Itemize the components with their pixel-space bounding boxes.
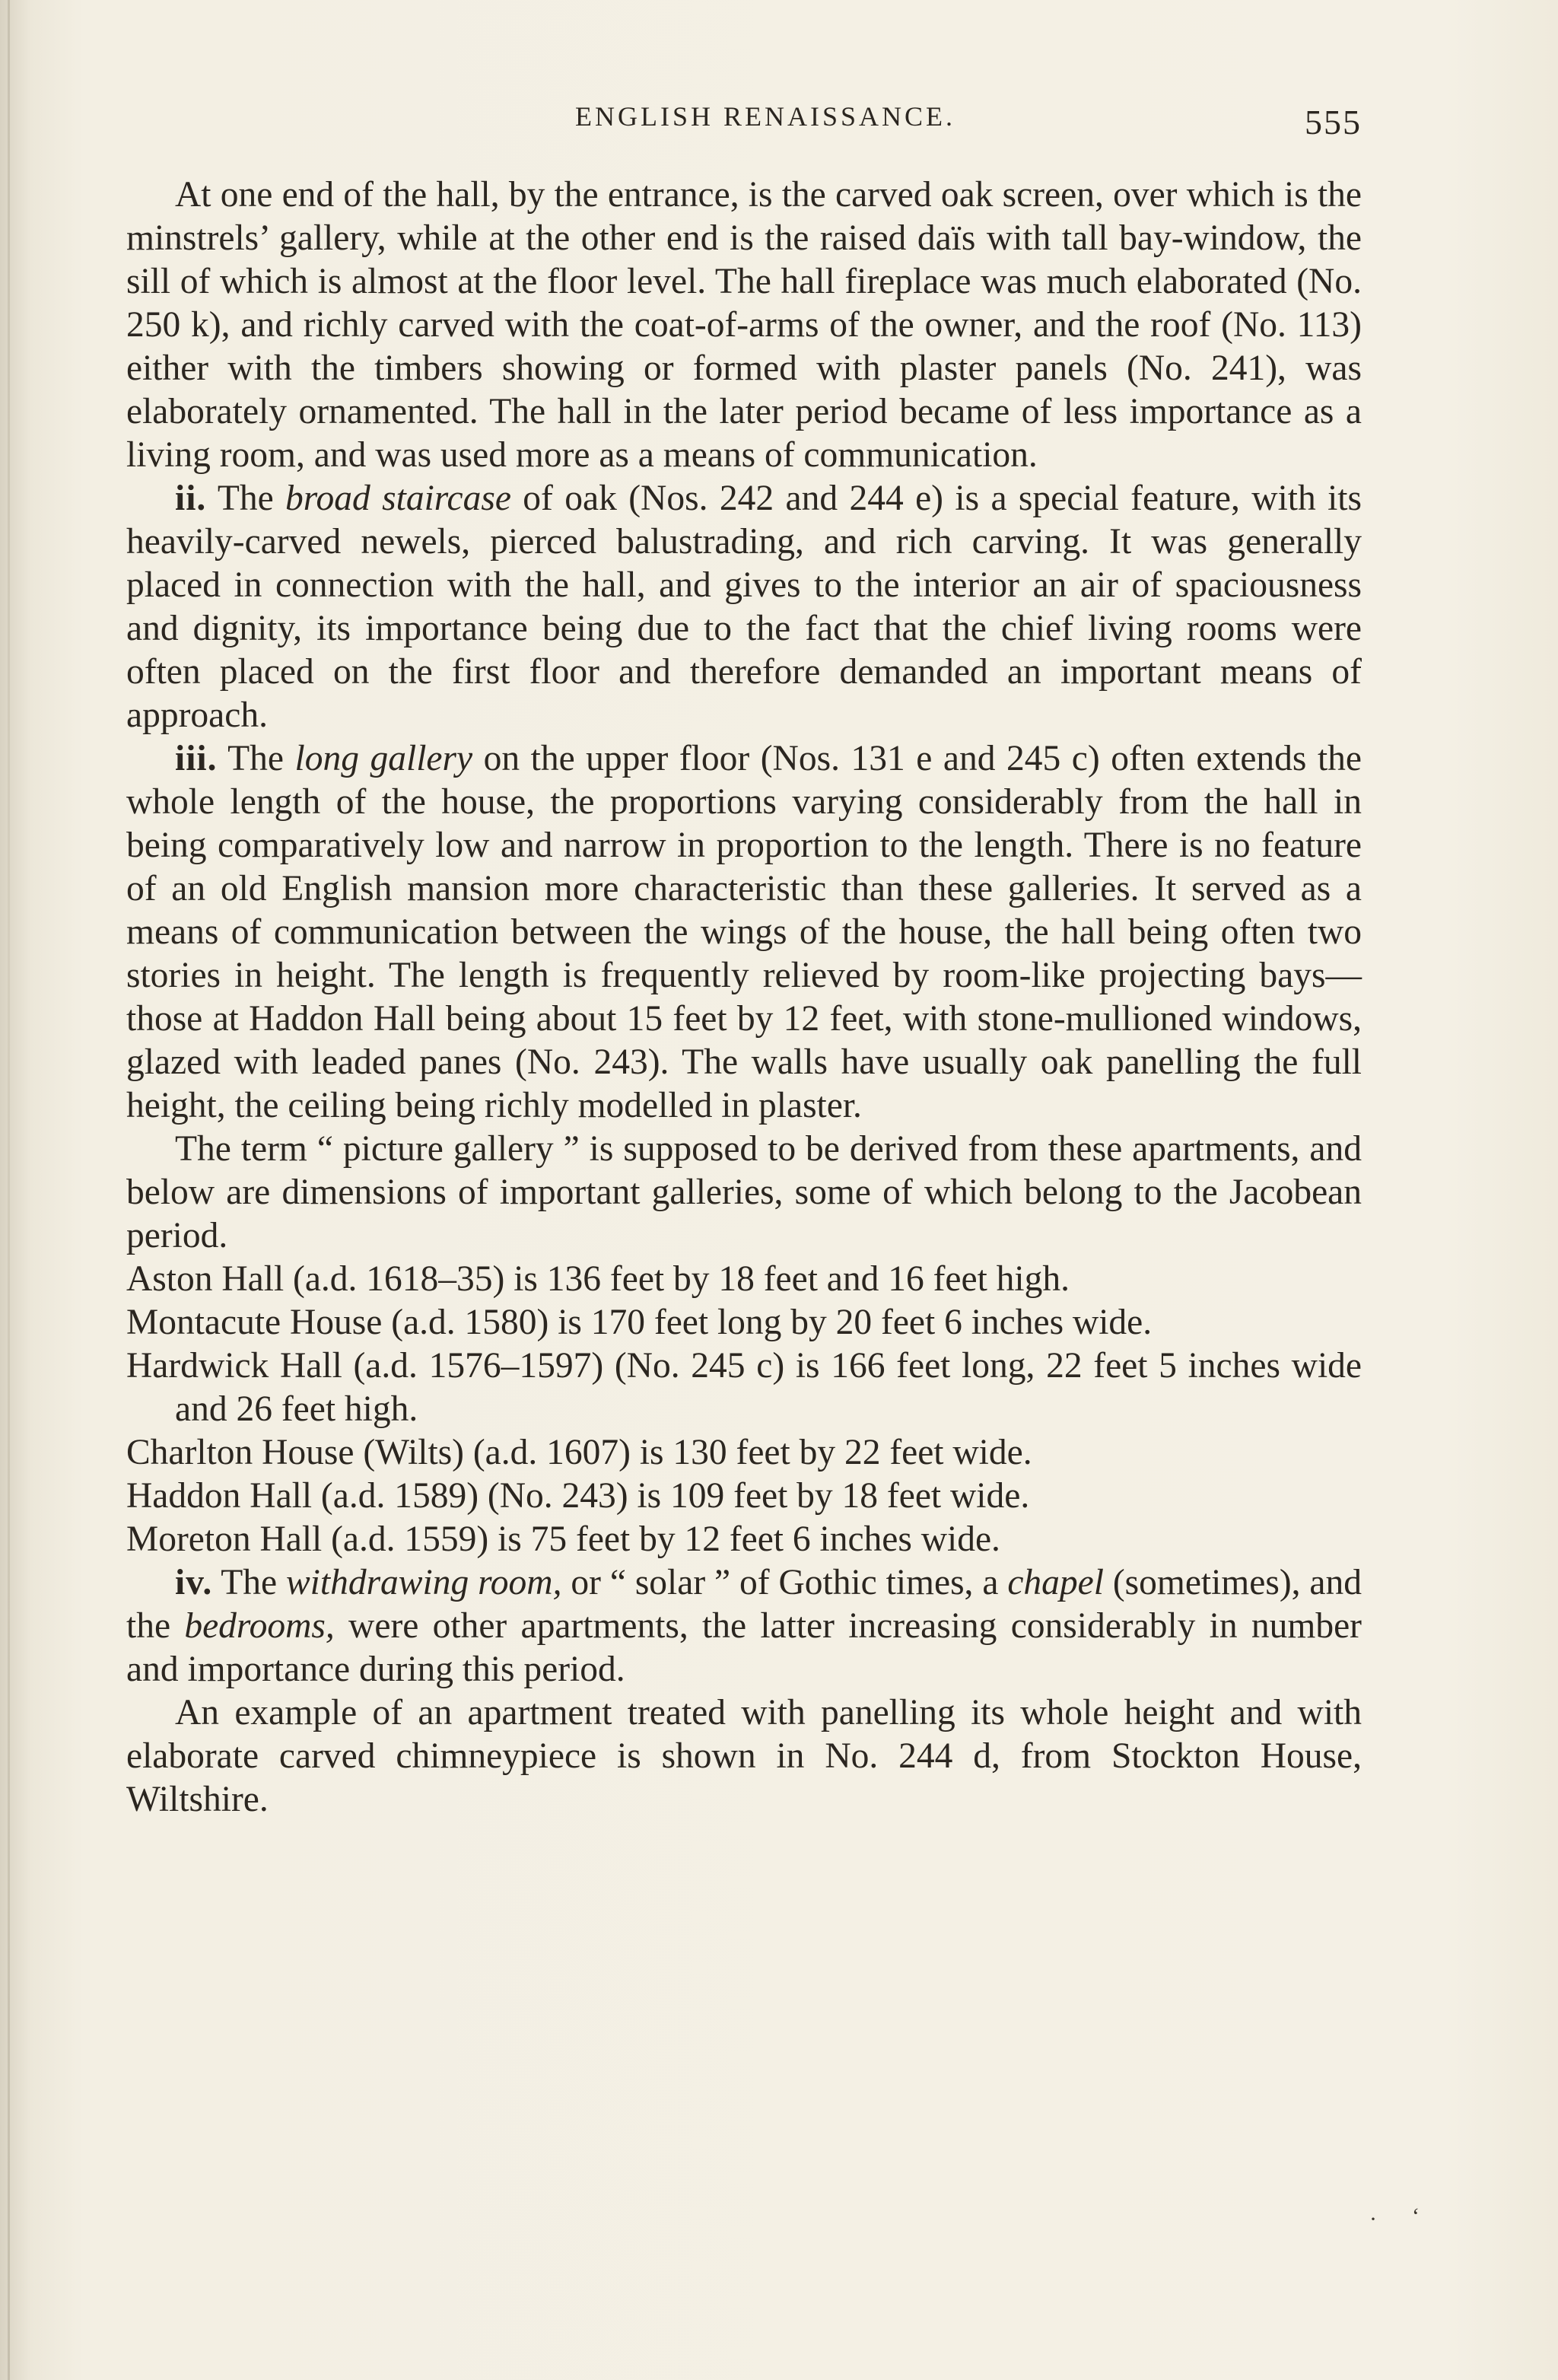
- paragraph-picture-gallery: The term “ picture gallery ” is supposed to be derived from these apartments, and below are dimensions of important galleries, some of which belong to the Jacobean period.: [126, 1129, 1362, 1255]
- gallery-entry: Moreton Hall (a.d. 1559) is 75 feet by 12 feet 6 inches wide.: [126, 1519, 1000, 1559]
- text-run: or “ solar ” of Gothic times, a: [561, 1563, 1008, 1602]
- gallery-entry: Haddon Hall (a.d. 1589) (No. 243) is 109 feet by 18 feet wide.: [126, 1476, 1030, 1516]
- paragraph-withdrawing-room: [126, 1561, 1362, 1691]
- gallery-entry: Aston Hall (a.d. 1618–35) is 136 feet by 18 feet and 16 feet high.: [126, 1259, 1070, 1299]
- italic-term: chapel: [1007, 1563, 1104, 1602]
- italic-term: bedrooms,: [184, 1606, 335, 1646]
- italic-term: withdrawing room,: [286, 1563, 562, 1602]
- text-run: on the upper floor (Nos. 131 e and 245 c) often extends the whole length of the house, the proportions varying considerably from the hall in being comparatively low and narrow in proportion to the length. There is no feature of an old English mansion more characteristic than these galleries. It served as a means of communication between the wings of the house, the hall being often two stories in height. The length is frequently relieved by room-like projecting bays—those at Haddon Hall being about 15 feet by 12 feet, with stone-mullioned windows, glazed with leaded panes (No. 243). The walls have usually oak panelling the full height, the ceiling being richly modelled in plaster.: [126, 739, 1362, 1125]
- paragraph-long-gallery: [126, 737, 1362, 1128]
- text-run: The: [221, 1563, 286, 1602]
- page-body: [126, 173, 1362, 1822]
- section-number: ii.: [175, 479, 207, 518]
- section-number: iii.: [175, 739, 218, 778]
- page-header: [169, 90, 1362, 151]
- section-number: iv.: [175, 1563, 213, 1602]
- italic-term: broad staircase: [285, 479, 511, 518]
- text-run: were other apartments, the latter increasing considerably in number and importance during this period.: [126, 1606, 1362, 1689]
- gallery-entry: Montacute House (a.d. 1580) is 170 feet long by 20 feet 6 inches wide.: [126, 1303, 1153, 1342]
- gallery-entry: Hardwick Hall (a.d. 1576–1597) (No. 245 c) is 166 feet long, 22 feet 5 inches wide and 26 feet high.: [126, 1346, 1362, 1429]
- paragraph-broad-staircase: [126, 477, 1362, 737]
- scan-speck: ʻ: [1412, 2203, 1420, 2229]
- page-number: 555: [1305, 103, 1362, 142]
- text-run: (sometimes), and the: [126, 1563, 1362, 1646]
- italic-term: long gallery: [294, 739, 473, 778]
- text-run: The: [217, 479, 286, 518]
- binding-edge: [8, 0, 10, 2380]
- paragraph-example: An example of an apartment treated with panelling its whole height and with elaborate carved chimneypiece is shown in No. 244 d, from Stockton House, Wiltshire.: [126, 1693, 1362, 1819]
- paragraph-hall: At one end of the hall, by the entrance, is the carved oak screen, over which is the minstrels’ gallery, while at the other end is the raised daïs with tall bay-window, the sill of which is almost at the floor level. The hall fireplace was much elaborated (No. 250 k), and richly carved with the coat-of-arms of the owner, and the roof (No. 113) either with the timbers showing or formed with plaster panels (No. 241), was elaborately ornamented. The hall in the later period became of less importance as a living room, and was used more as a means of communication.: [126, 175, 1362, 475]
- text-run: The: [227, 739, 295, 778]
- text-run: of oak (Nos. 242 and 244 e) is a special feature, with its heavily-carved newels, pierced balustrading, and rich carving. It was generally placed in connection with the hall, and gives to the interior an air of spaciousness and dignity, its importance being due to the fact that the chief living rooms were often placed on the first floor and therefore demanded an important means of approach.: [126, 479, 1362, 735]
- gallery-entry: Charlton House (Wilts) (a.d. 1607) is 130 feet by 22 feet wide.: [126, 1433, 1032, 1472]
- scan-speck: ·: [1369, 2207, 1377, 2232]
- running-title: ENGLISH RENAISSANCE.: [574, 101, 955, 132]
